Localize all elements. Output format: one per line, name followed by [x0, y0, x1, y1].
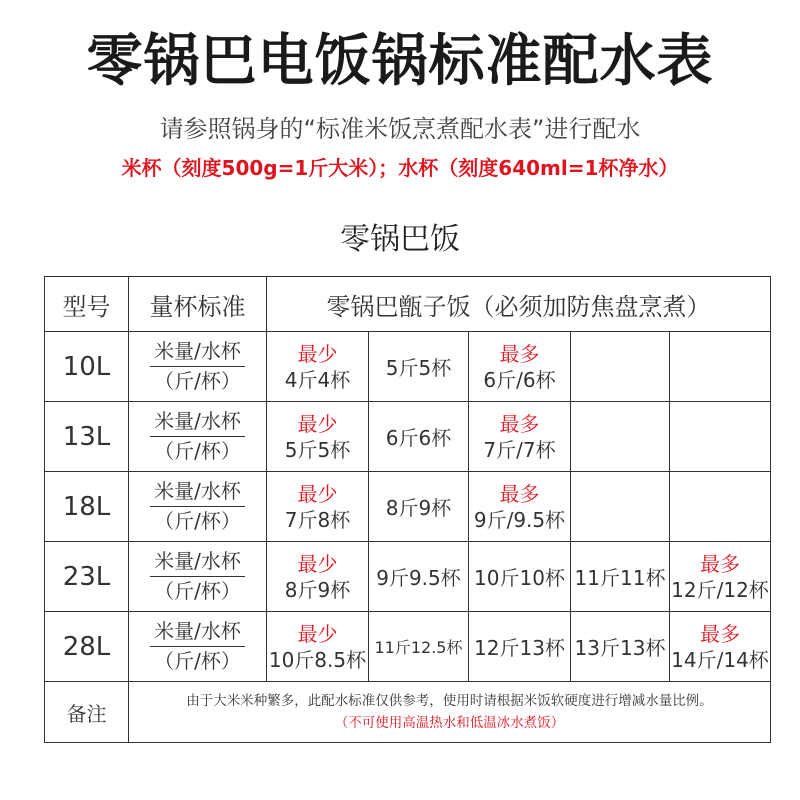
min-label: 最少: [297, 411, 338, 436]
empty-cell: [571, 402, 670, 472]
ratio-cell: [129, 472, 267, 542]
ratio-top: 米量/水杯: [150, 478, 245, 507]
max-value: 12斤/12杯: [671, 577, 769, 602]
level-cell: [369, 332, 469, 402]
level-value: 13斤13杯: [574, 636, 666, 660]
page-title: 零锅巴电饭锅标准配水表: [86, 29, 714, 94]
max-value: 6斤/6杯: [483, 367, 556, 392]
cup-spec-text: 米杯（刻度500g=1斤大米）；水杯（刻度640ml=1杯净水）: [121, 156, 679, 180]
ratio-top: 米量/水杯: [150, 618, 245, 647]
note-label: 备注: [45, 682, 129, 743]
max-cell: [670, 542, 771, 612]
table-title: 零锅巴饭: [340, 222, 460, 257]
level-value: 5斤5杯: [385, 356, 452, 380]
min-value: 8斤9杯: [284, 577, 351, 602]
max-value: 7斤/7杯: [483, 437, 556, 462]
level-cell: [469, 542, 571, 612]
max-cell: [469, 332, 571, 402]
max-label: 最多: [700, 621, 740, 646]
model-cell: 23L: [45, 542, 129, 612]
level-cell: [369, 472, 469, 542]
level-value: 8斤9杯: [385, 496, 452, 520]
water-ratio-table: [44, 276, 771, 743]
header-model: 型号: [45, 277, 129, 332]
ratio-cell: [129, 612, 267, 682]
empty-cell: [670, 332, 771, 402]
min-label: 最少: [297, 551, 338, 576]
ratio-cell: [129, 542, 267, 612]
empty-cell: [670, 402, 771, 472]
ratio-bottom: （斤/杯）: [154, 579, 241, 603]
max-label: 最多: [700, 551, 740, 576]
header-cup-standard: 量杯标准: [129, 277, 267, 332]
model-cell: 10L: [45, 332, 129, 402]
model-cell: 18L: [45, 472, 129, 542]
ratio-cell: [129, 332, 267, 402]
max-label: 最多: [499, 481, 540, 506]
min-label: 最少: [297, 341, 338, 366]
level-value: 10斤10杯: [474, 566, 565, 590]
level-cell: [469, 612, 571, 682]
ratio-bottom: （斤/杯）: [154, 439, 241, 463]
min-value: 7斤8杯: [284, 507, 351, 532]
min-label: 最少: [297, 621, 338, 646]
note-row: [45, 682, 771, 743]
empty-cell: [571, 332, 670, 402]
header-method: 零锅巴甑子饭（必须加防焦盘烹煮）: [267, 277, 771, 332]
min-value: 10斤8.5杯: [268, 647, 367, 672]
ratio-top: 米量/水杯: [150, 408, 245, 437]
ratio-bottom: （斤/杯）: [154, 649, 241, 673]
level-value: 11斤12.5杯: [374, 638, 463, 657]
model-cell: 13L: [45, 402, 129, 472]
min-cell: [267, 542, 369, 612]
min-label: 最少: [297, 481, 338, 506]
note-text: 由于大米米种繁多，此配水标准仅供参考，使用时请根据米饭软硬度进行增减水量比例。: [186, 693, 713, 709]
min-cell: [267, 332, 369, 402]
level-cell: [369, 612, 469, 682]
table-header-row: [45, 277, 771, 332]
max-label: 最多: [499, 411, 540, 436]
model-cell: 28L: [45, 612, 129, 682]
level-cell: [571, 612, 670, 682]
level-cell: [369, 542, 469, 612]
table-row: [45, 332, 771, 402]
note-cell: [129, 682, 771, 743]
min-value: 5斤5杯: [284, 437, 351, 462]
empty-cell: [571, 472, 670, 542]
level-cell: [369, 402, 469, 472]
ratio-cell: [129, 402, 267, 472]
level-value: 11斤11杯: [574, 566, 666, 590]
level-value: 12斤13杯: [474, 636, 565, 660]
max-value: 14斤/14杯: [671, 647, 769, 672]
max-value: 9斤/9.5杯: [473, 507, 566, 532]
level-value: 6斤6杯: [385, 426, 452, 450]
table-row: [45, 612, 771, 682]
level-cell: [571, 542, 670, 612]
instruction-text: 请参照锅身的“标准米饭烹煮配水表”进行配水: [159, 115, 641, 143]
ratio-bottom: （斤/杯）: [154, 509, 241, 533]
ratio-bottom: （斤/杯）: [154, 369, 241, 393]
max-label: 最多: [499, 341, 540, 366]
max-cell: [469, 402, 571, 472]
max-cell: [469, 472, 571, 542]
max-cell: [670, 612, 771, 682]
min-cell: [267, 472, 369, 542]
note-warning: （不可使用高温热水和低温冰水煮饭）: [334, 715, 565, 731]
min-cell: [267, 612, 369, 682]
empty-cell: [670, 472, 771, 542]
level-value: 9斤9.5杯: [376, 566, 461, 590]
ratio-top: 米量/水杯: [150, 338, 245, 367]
min-cell: [267, 402, 369, 472]
table-row: [45, 472, 771, 542]
ratio-top: 米量/水杯: [150, 548, 245, 577]
table-row: [45, 402, 771, 472]
min-value: 4斤4杯: [284, 367, 351, 392]
table-row: [45, 542, 771, 612]
